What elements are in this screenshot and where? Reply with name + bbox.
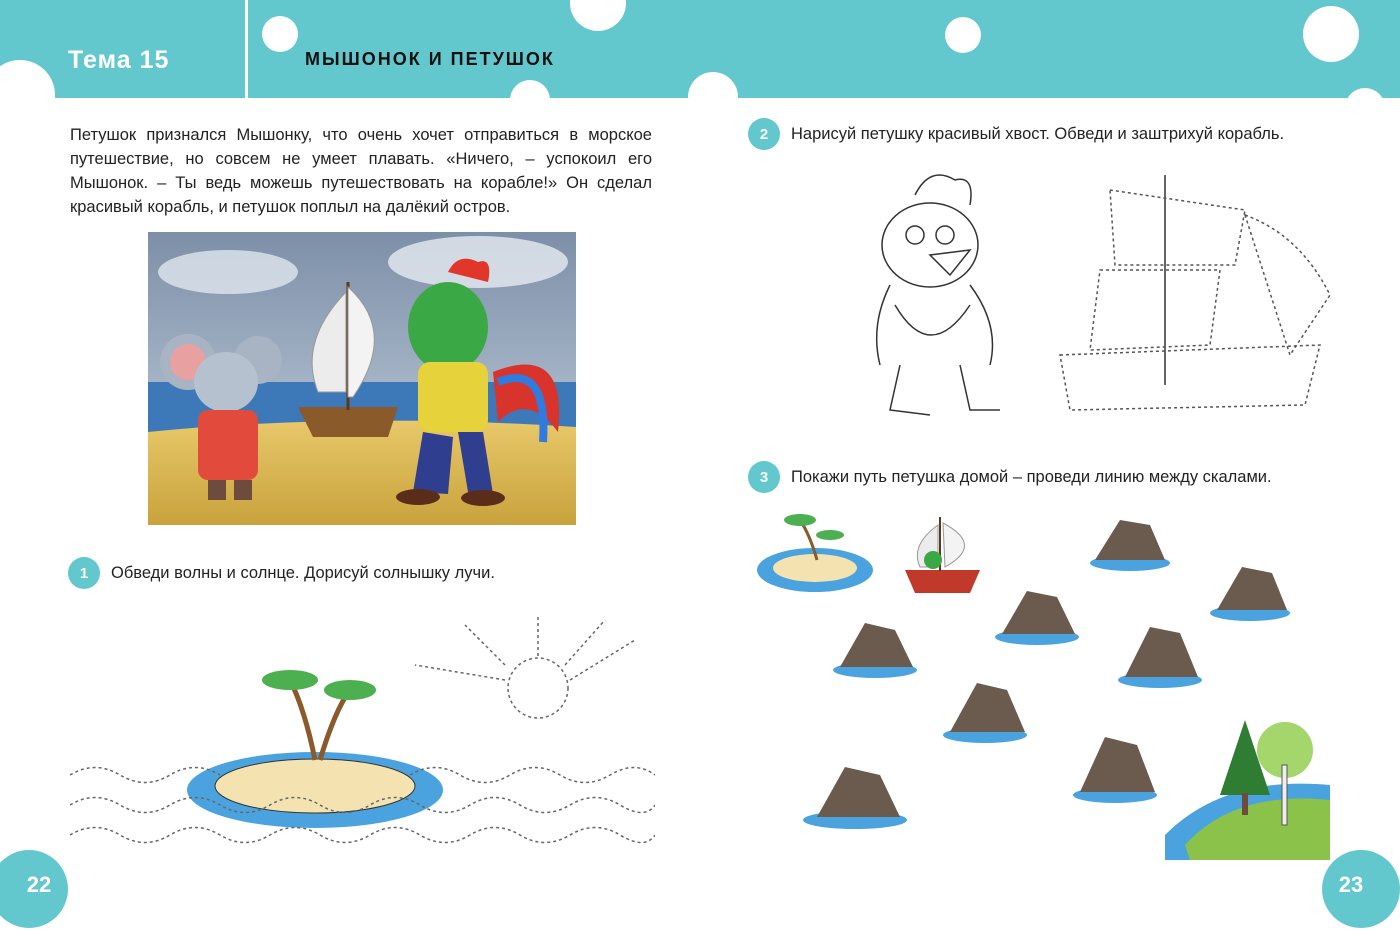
- topic-label: Тема 15: [68, 46, 170, 74]
- task-2: [748, 118, 1284, 150]
- decor-dot: [262, 16, 298, 52]
- rock-icon: [1210, 567, 1290, 621]
- rock-icon: [833, 623, 917, 678]
- trees-island-icon: [1165, 720, 1330, 860]
- rock-icon: [943, 683, 1027, 743]
- decor-dot: [688, 72, 738, 98]
- task-3: [748, 461, 1272, 493]
- page-number-text: 22: [26, 872, 52, 897]
- decor-dot: [570, 0, 626, 31]
- task-number-badge: 2: [748, 118, 780, 150]
- task-text: Покажи путь петушка домой – проведи линию между скалами.: [791, 467, 1272, 486]
- rock-icon: [1073, 737, 1157, 803]
- sun-icon: [415, 615, 635, 718]
- task-2-worksheet: [850, 165, 1345, 435]
- story-illustration: [148, 232, 576, 525]
- task-number-badge: 3: [748, 461, 780, 493]
- task-1: [68, 557, 495, 589]
- decor-dot: [1345, 88, 1385, 98]
- header-divider: [245, 0, 248, 98]
- page-number-right: [1322, 850, 1400, 928]
- decor-dot: [945, 17, 981, 53]
- page-number-left: [0, 850, 68, 928]
- rock-icon: [1118, 627, 1202, 688]
- decor-dot: [1303, 6, 1359, 62]
- rock-icon: [803, 767, 907, 829]
- rock-icon: [995, 591, 1079, 645]
- ship-outline-icon: [1060, 175, 1330, 410]
- task-number-badge: 1: [68, 557, 100, 589]
- task-text: Нарисуй петушку красивый хвост. Обведи и заштрихуй корабль.: [791, 124, 1285, 143]
- task-3-maze: [755, 505, 1340, 865]
- page-number-text: 23: [1338, 872, 1364, 897]
- palm-island-icon: [187, 670, 443, 828]
- task-text: Обведи волны и солнце. Дорисуй солнышку лучи.: [111, 563, 495, 582]
- rooster-ship-icon: [905, 517, 980, 593]
- task-1-worksheet: [65, 610, 655, 860]
- decor-dot: [510, 80, 550, 98]
- page-header: [0, 0, 1400, 98]
- small-palm-island-icon: [757, 514, 873, 592]
- rock-icon: [1090, 520, 1170, 571]
- intro-text: Петушок признался Мышонку, что очень хочет отправиться в морское путешествие, но совсем не умеет плавать. «Ничего, – успокоил его Мышонок. – Ты ведь можешь путешествовать на корабле!» Он сделал красивый корабль, и петушок поплыл на далёкий остров.: [70, 126, 652, 216]
- decor-dot: [0, 60, 55, 98]
- page-title: МЫШОНОК И ПЕТУШОК: [305, 49, 555, 69]
- rooster-outline-icon: [877, 175, 1000, 415]
